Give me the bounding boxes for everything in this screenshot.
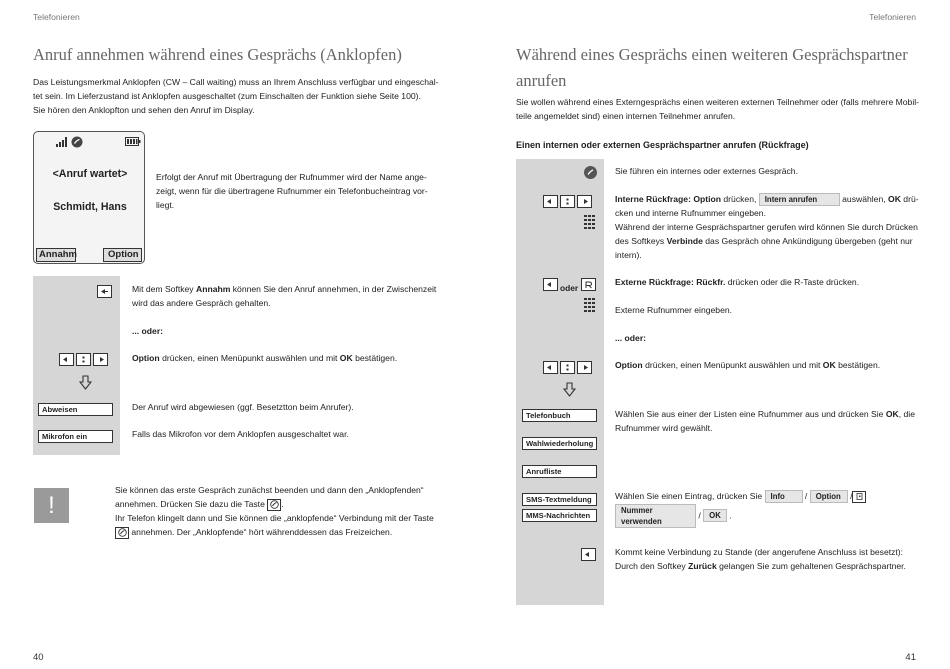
description-line: zeigt, wenn für die übertragene Rufnummer ein Telefonbucheintrag vor- <box>156 185 428 196</box>
note-fragment: annehmen. Der „Anklopfende“ hört währenddessen das Freizeichen. <box>131 526 393 537</box>
handset-key[interactable] <box>267 499 281 511</box>
text-fragment: gelangen Sie zum gehaltenen Gesprächspartner. <box>716 560 906 571</box>
left-softkey-key[interactable] <box>543 278 558 291</box>
display-line-caller-name: Schmidt, Hans <box>53 201 127 213</box>
menu-chip-info[interactable]: Info <box>765 490 803 503</box>
display-description <box>156 171 446 213</box>
left-softkey-icon <box>546 281 555 288</box>
menu-chip-option[interactable]: Option <box>810 490 848 503</box>
center-key-icon <box>563 198 572 205</box>
keyword: OK <box>888 194 901 204</box>
right-softkey-key[interactable] <box>93 353 108 366</box>
step-accept-text <box>132 283 442 311</box>
right-page-title <box>516 42 908 93</box>
text-fragment: Mit dem Softkey <box>132 284 196 294</box>
text-fragment: können Sie den Anruf annehmen, in der Zwischenzeit <box>230 284 437 294</box>
step-internal-consult <box>615 193 920 263</box>
menu-item-telefonbuch[interactable]: Telefonbuch <box>522 409 597 422</box>
arrow-down-icon <box>563 382 576 397</box>
keyword: Verbinde <box>666 235 703 246</box>
left-softkey-key[interactable] <box>97 285 112 298</box>
text-fragment: das Gespräch ohne Ankündigung übergeben (geht nur <box>702 235 913 246</box>
text-fragment: drücken, einen Menüpunkt auswählen und mit <box>159 353 340 363</box>
left-softkey-key[interactable] <box>59 353 74 366</box>
text-line: wird das andere Gespräch gehalten. <box>132 297 271 308</box>
handset-key[interactable] <box>115 527 129 539</box>
right-softkey-key[interactable] <box>577 195 592 208</box>
text-fragment: drü- <box>900 194 919 204</box>
handset-icon <box>270 500 279 509</box>
text-fragment: Durch den Softkey <box>615 560 689 571</box>
note-fragment: annehmen. Drücken Sie dazu die Taste <box>115 498 265 509</box>
keyword: Option <box>615 360 643 370</box>
keyword: OK <box>339 353 353 363</box>
text-fragment: Wählen Sie einen Eintrag, drücken Sie <box>615 491 763 501</box>
oder-small-label: oder <box>560 283 579 293</box>
description-line: liegt. <box>156 199 175 210</box>
menu-item-mikrofon-ein[interactable]: Mikrofon ein <box>38 430 113 443</box>
section-subheading: Einen internen oder externen Gesprächspartner anrufen (Rückfrage) <box>516 140 809 150</box>
text-fragment: des Softkeys <box>615 235 667 246</box>
display-line-caller-status: <Anruf wartet> <box>52 168 128 180</box>
right-softkey-key[interactable] <box>852 491 866 503</box>
menu-chip-intern-anrufen[interactable]: Intern anrufen <box>759 193 840 206</box>
softkey-option-button[interactable]: Option <box>103 248 142 262</box>
softkey-row <box>543 361 592 374</box>
status-bar <box>56 136 83 148</box>
text-fragment: . <box>729 510 732 521</box>
text-fragment: bestätigen. <box>835 360 881 370</box>
softkey-accept-button[interactable]: Annahm <box>36 248 76 262</box>
intro-line: teile angemeldet sind) einen internen Teilnehmer anrufen. <box>516 110 736 121</box>
title-line: Während eines Gesprächs einen weiteren Gesprächspartner <box>516 45 908 64</box>
menu-item-anrufliste[interactable]: Anrufliste <box>522 465 597 478</box>
right-softkey-icon <box>96 356 105 363</box>
center-key-icon <box>79 356 88 363</box>
page-number-right: 41 <box>905 652 916 663</box>
handset-display <box>33 131 145 264</box>
keyword: OK <box>885 409 899 419</box>
menu-item-wahlwiederholung[interactable]: Wahlwiederholung <box>522 437 597 450</box>
left-softkey-key[interactable] <box>581 548 596 561</box>
center-key-icon <box>563 364 572 371</box>
keyword: Interne Rückfrage: <box>615 194 691 204</box>
r-key[interactable] <box>581 278 596 291</box>
menu-item-sms-textmeldung[interactable]: SMS-Textmeldung <box>522 493 597 506</box>
left-softkey-key[interactable] <box>543 195 558 208</box>
softkey-row <box>59 353 108 366</box>
text-line: Rufnummer wird gewählt. <box>615 422 713 433</box>
right-softkey-icon <box>580 198 589 205</box>
right-intro <box>516 96 926 124</box>
text-fragment: drücken oder die R-Taste drücken. <box>725 277 860 287</box>
note-text: Sie können das erste Gespräch zunächst beenden und dann den „Anklopfenden“ annehmen. Drücken Sie dazu die Taste . Ihr Telefon klingelt dann und Sie können die „anklopfende“ Verbindung mit der Taste annehmen. Der „Anklopfende“ hört währenddessen das Freizeichen. <box>115 484 445 540</box>
left-softkey-icon <box>100 288 109 295</box>
menu-item-mms-nachrichten[interactable]: MMS-Nachrichten <box>522 509 597 522</box>
keyword: Rückfr. <box>696 277 726 287</box>
left-softkey-icon <box>546 364 555 371</box>
left-softkey-icon <box>584 551 593 558</box>
step-no-connection <box>615 546 925 574</box>
step-option-text <box>132 352 397 366</box>
left-intro <box>33 76 453 118</box>
running-header-left: Telefonieren <box>33 12 80 22</box>
text-fragment: Wählen Sie aus einer der Listen eine Rufnummer aus und drücken Sie <box>615 409 886 419</box>
intro-line: tet sein. Im Lieferzustand ist Anklopfen ausgeschaltet (zum Einschalten der Funktion siehe Seite 100). <box>33 90 421 101</box>
step-ongoing-call: Sie führen ein internes oder externes Gespräch. <box>615 166 798 176</box>
call-active-icon <box>71 136 83 148</box>
intro-line: Sie hören den Anklopfton und sehen den Anruf im Display. <box>33 104 255 115</box>
right-softkey-icon <box>580 364 589 371</box>
page-number-left: 40 <box>33 652 44 663</box>
menu-item-abweisen-desc: Der Anruf wird abgewiesen (ggf. Besetztton beim Anrufer). <box>132 402 354 412</box>
keypad-icon <box>584 215 595 229</box>
keyword: Annahm <box>196 284 231 294</box>
intro-line: Sie wollen während eines Externgesprächs einen weiteren externen Teilnehmer oder (falls mehrere Mobil- <box>516 97 920 107</box>
text-fragment: , die <box>898 409 915 419</box>
text-fragment: bestätigen. <box>352 353 398 363</box>
left-softkey-icon <box>546 198 555 205</box>
text-line: intern). <box>615 249 642 260</box>
handset-icon <box>118 528 127 537</box>
call-active-icon <box>584 166 597 179</box>
menu-item-mikrofon-desc: Falls das Mikrofon vor dem Anklopfen ausgeschaltet war. <box>132 429 349 439</box>
keyword: OK <box>822 360 836 370</box>
step-select-from-list <box>615 408 920 436</box>
center-key[interactable] <box>560 361 575 374</box>
signal-icon <box>56 137 69 147</box>
right-softkey-key[interactable] <box>577 361 592 374</box>
menu-chip-nummer-verwenden[interactable]: Nummer verwenden <box>615 504 696 528</box>
description-line: Erfolgt der Anruf mit Übertragung der Rufnummer wird der Name ange- <box>156 172 427 182</box>
right-softkey-icon <box>855 493 864 500</box>
title-line: anrufen <box>516 70 567 90</box>
text-line: Kommt keine Verbindung zu Stande (der angerufene Anschluss ist besetzt): <box>615 547 904 557</box>
r-key-icon <box>584 281 593 289</box>
step-option-text <box>615 359 880 373</box>
oder-label: ... oder: <box>132 326 164 336</box>
text-line: cken und interne Rufnummer eingeben. <box>615 207 766 218</box>
intro-line: Das Leistungsmerkmal Anklopfen (CW – Call waiting) muss an Ihrem Anschluss verfügbar und eingeschal- <box>33 77 439 87</box>
keyword: Option <box>132 353 160 363</box>
left-softkey-icon <box>62 356 71 363</box>
menu-item-abweisen[interactable]: Abweisen <box>38 403 113 416</box>
text-fragment: / <box>804 491 808 501</box>
text-fragment: / <box>698 510 701 521</box>
keyword: Externe Rückfrage: <box>615 277 694 287</box>
left-softkey-key[interactable] <box>543 361 558 374</box>
menu-chip-ok[interactable]: OK <box>703 509 727 522</box>
softkey-row <box>543 195 592 208</box>
step-enter-external-number: Externe Rufnummer eingeben. <box>615 305 733 315</box>
text-fragment: / <box>850 491 853 501</box>
warning-icon: ! <box>34 488 69 523</box>
note-line: Sie können das erste Gespräch zunächst beenden und dann den „Anklopfenden“ <box>115 485 424 495</box>
text-fragment: drücken, <box>721 194 757 204</box>
keyword: Option <box>693 194 722 204</box>
center-key[interactable] <box>560 195 575 208</box>
step-select-entry <box>615 490 925 528</box>
text-line: Während der interne Gesprächspartner gerufen wird können Sie durch Drücken <box>615 221 918 232</box>
battery-icon <box>125 137 141 146</box>
text-fragment: drücken, einen Menüpunkt auswählen und mit <box>642 360 823 370</box>
running-header-right: Telefonieren <box>869 12 916 22</box>
note-line: Ihr Telefon klingelt dann und Sie können die „anklopfende“ Verbindung mit der Taste <box>115 512 434 523</box>
text-fragment: auswählen, <box>839 194 889 204</box>
keypad-icon <box>584 298 595 312</box>
center-key[interactable] <box>76 353 91 366</box>
arrow-down-icon <box>79 375 92 390</box>
keyword: Zurück <box>688 560 717 571</box>
left-page-title: Anruf annehmen während eines Gesprächs (Anklopfen) <box>33 45 402 64</box>
oder-label: ... oder: <box>615 333 647 343</box>
step-external-consult <box>615 276 859 290</box>
